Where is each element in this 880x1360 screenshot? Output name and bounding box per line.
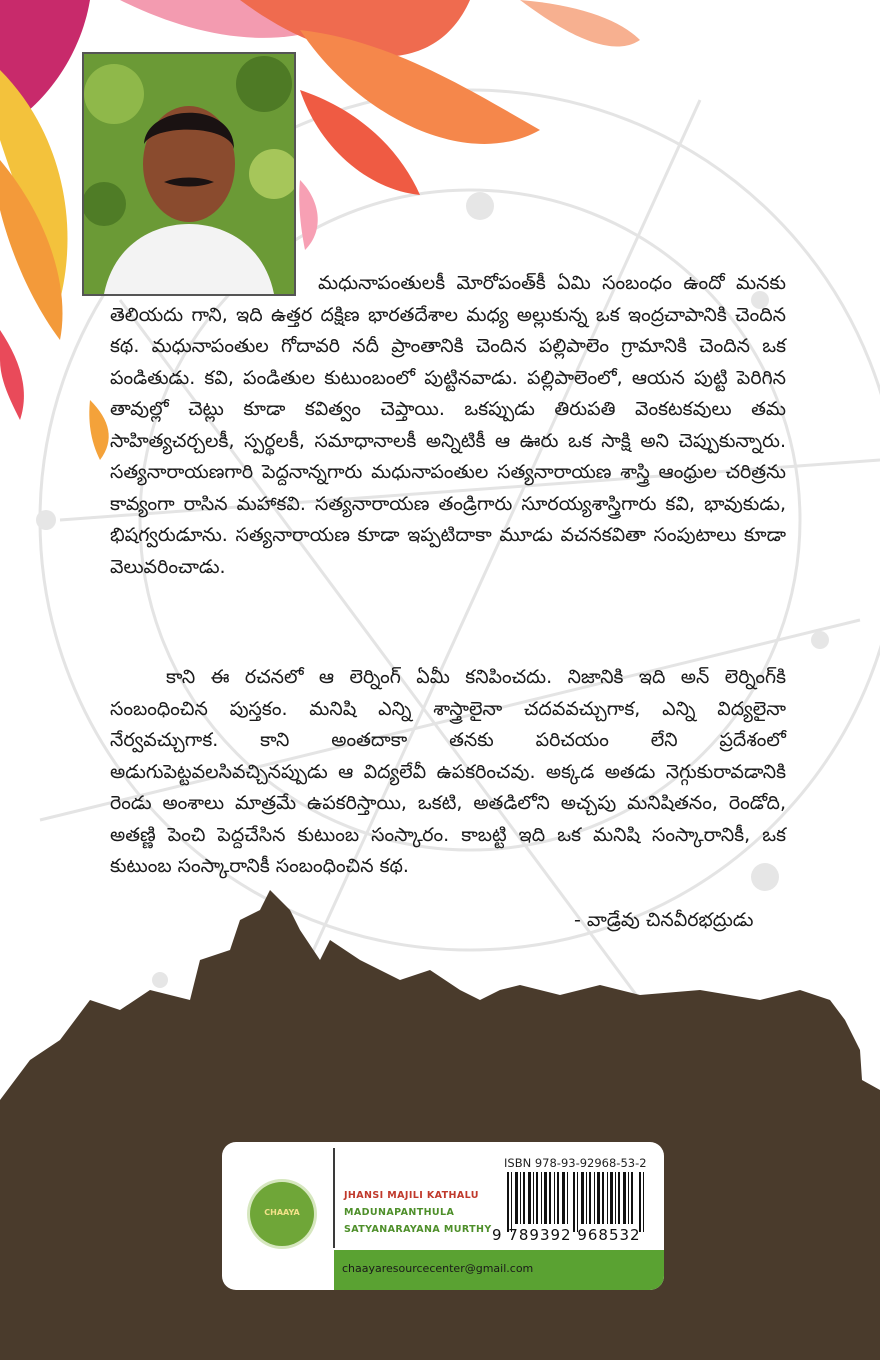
isbn-label: ISBN 978-93-92968-53-2 [504, 1156, 647, 1170]
book-title: JHANSI MAJILI KATHALU [344, 1190, 479, 1201]
intro-paragraph: మధునాపంతులకీ మోరోపంత్‌కీ ఏమి సంబంధం ఉందో మనకు తెలియదు గాని, ఇది ఉత్తర దక్షిణ భారతదేశాల మధ్య అల్లుకున్న ఒక ఇంద్రచాపానికి చెందిన కథ. మధునాపంతుల గోదావరి నదీ ప్రాంతానికి చెందిన పల్లిపాలెం గ్రామానికి చెందిన ఒక పండితుడు. కవి, పండితుల కుటుంబంలో పుట్టినవాడు. పల్లిపాలెంలో, ఆయన పుట్టి పెరిగిన తావుల్లో చెట్లు కూడా కవిత్వం చెప్తాయి. ఒకప్పుడు తిరుపతి వెంకటకవులు తమ సాహిత్యచర్చలకీ, స్పర్థలకీ, సమాధానాలకీ అన్నిటికీ ఆ ఊరు ఒక సాక్షి అని చెప్పుకున్నారు. సత్యనారాయణగారి పెద్దనాన్నగారు మధునాపంతుల సత్యనారాయణ శాస్త్రి ఆంధ్రుల చరిత్రను కావ్యంగా రాసిన మహాకవి. సత్యనారాయణ తండ్రిగారు సూరయ్యశాస్త్రిగారు కవి, భావుకుడు, భిషగ్వరుడూను. సత్యనారాయణ కూడా ఇప్పటిదాకా మూడు వచనకవితా సంపుటాలు కూడా వెలువరించాడు. [110, 272, 786, 578]
second-paragraph: కాని ఈ రచనలో ఆ లెర్నింగ్ ఏమీ కనిపించదు. నిజానికి ఇది అన్ లెర్నింగ్‌కి సంబంధించిన పుస్తకం. మనిషి ఎన్ని శాస్త్రాలైనా చదవవచ్చుగాక, ఎన్ని విద్యలైనా నేర్వవచ్చుగాక. కాని అంతదాకా తనకు పరిచయం లేని ప్రదేశంలో అడుగుపెట్టవలసివచ్చినప్పుడు ఆ విద్యలేవీ ఉపకరించవు. అక్కడ అతడు నెగ్గుకురావడానికి రెండు అంశాలు మాత్రమే ఉపకరిస్తాయి, ఒకటి, అతడిలోని అచ్చపు మనిషితనం, రెండోది, అతణ్ణి పెంచి పెద్దచేసిన కుటుంబ సంస్కారం. కాబట్టి ఇది ఒక మనిషి సంస్కారానికీ, ఒక కుటుంబ సంస్కారానికీ సంబంధించిన కథ. [110, 666, 786, 877]
card-divider [333, 1148, 335, 1248]
author-photo [82, 52, 296, 296]
author-name-line-2: SATYANARAYANA MURTHY [344, 1224, 492, 1235]
signature: - వాడ్రేవు చినవీరభద్రుడు [574, 909, 754, 931]
barcode-icon [507, 1172, 647, 1232]
publisher-email: chaayaresourcecenter@gmail.com [342, 1262, 534, 1275]
barcode-number: 9 789392 968532 [492, 1226, 641, 1244]
publisher-card [222, 1142, 664, 1290]
logo-text: CHAAYA [264, 1208, 300, 1217]
author-name-line-1: MADUNAPANTHULA [344, 1207, 455, 1218]
author-portrait-image [84, 54, 294, 294]
